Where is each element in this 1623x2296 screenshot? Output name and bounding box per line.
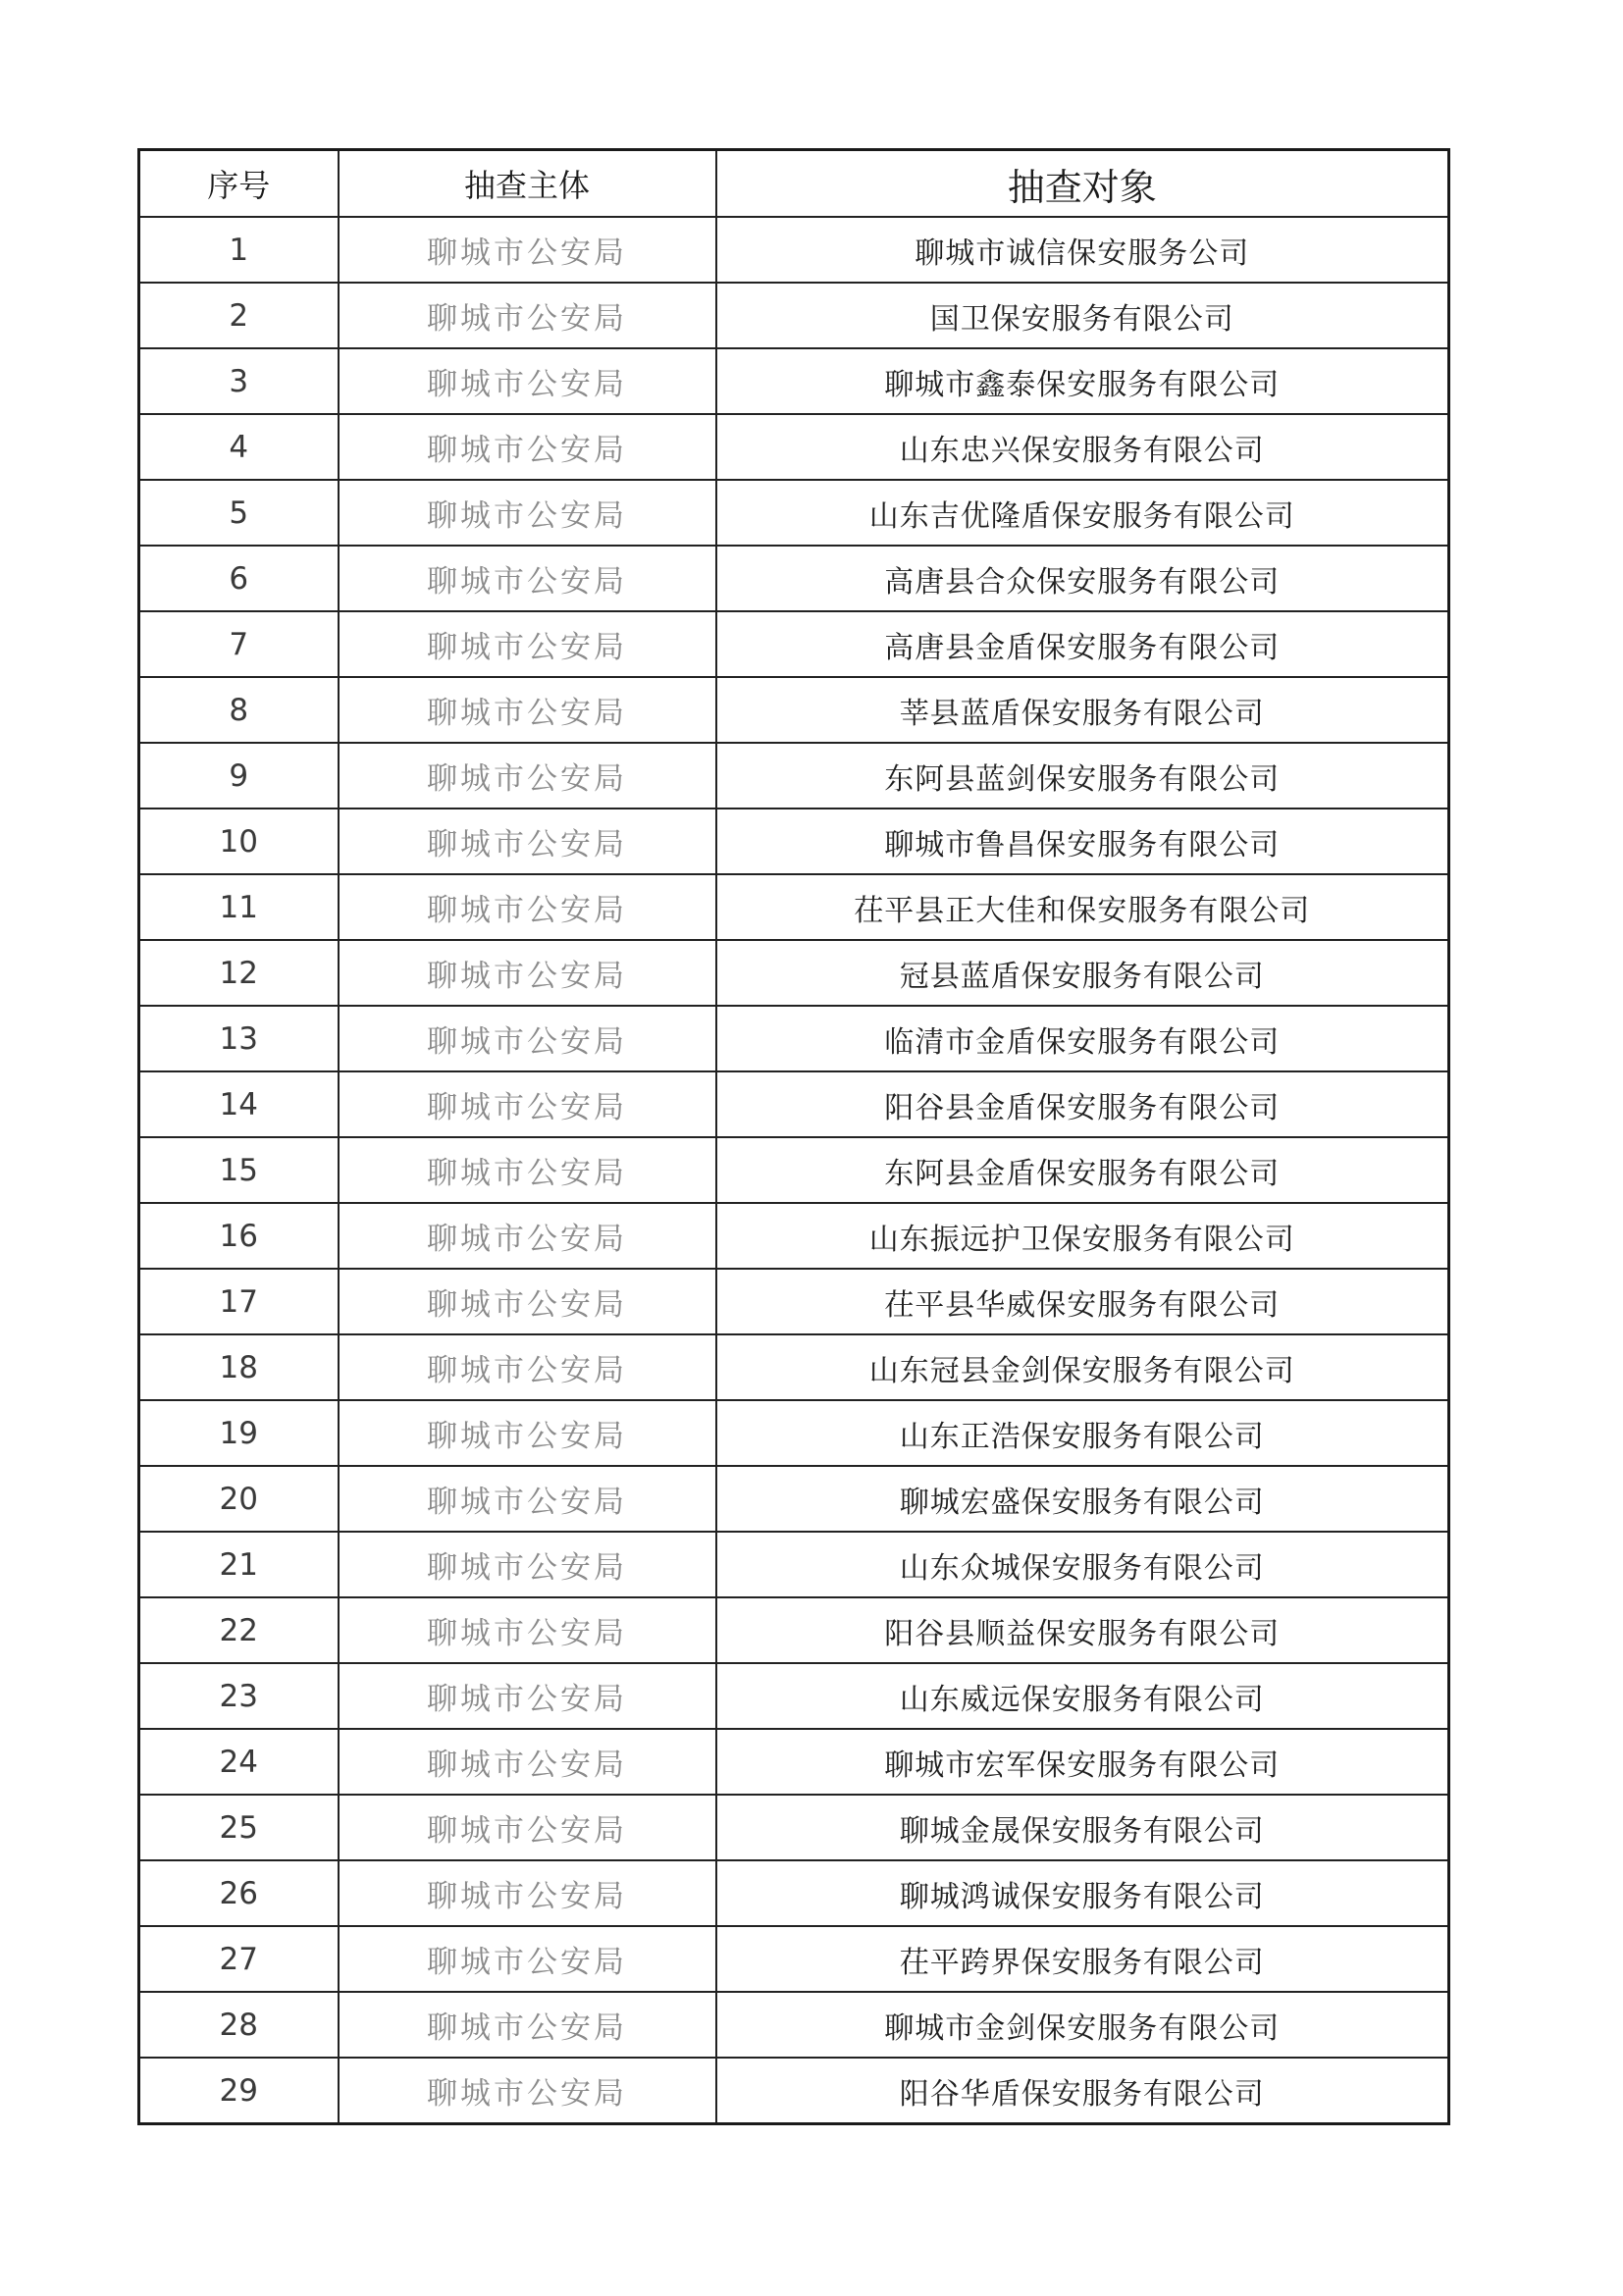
row-index: 2: [139, 283, 339, 348]
row-index: 20: [139, 1466, 339, 1532]
table-row: [139, 874, 1449, 940]
row-subject: 聊城市公安局: [339, 611, 716, 677]
row-index: 10: [139, 809, 339, 874]
row-subject: 聊城市公安局: [339, 1006, 716, 1071]
row-subject: 聊城市公安局: [339, 217, 716, 283]
row-object: 山东振远护卫保安服务有限公司: [716, 1203, 1449, 1269]
table-row: [139, 217, 1449, 283]
table-row: [139, 677, 1449, 743]
row-object: 阳谷县金盾保安服务有限公司: [716, 1071, 1449, 1137]
header-subject: 抽查主体: [339, 150, 716, 218]
row-subject: 聊城市公安局: [339, 1663, 716, 1729]
row-index: 1: [139, 217, 339, 283]
row-subject: 聊城市公安局: [339, 1729, 716, 1795]
row-index: 13: [139, 1006, 339, 1071]
row-subject: 聊城市公安局: [339, 2058, 716, 2124]
table-row: [139, 283, 1449, 348]
table-row: [139, 1006, 1449, 1071]
row-subject: 聊城市公安局: [339, 809, 716, 874]
row-index: 29: [139, 2058, 339, 2124]
row-object: 茌平县华威保安服务有限公司: [716, 1269, 1449, 1334]
row-index: 24: [139, 1729, 339, 1795]
table-row: [139, 1071, 1449, 1137]
row-object: 聊城金晟保安服务有限公司: [716, 1795, 1449, 1860]
row-object: 高唐县合众保安服务有限公司: [716, 546, 1449, 611]
row-subject: 聊城市公安局: [339, 1860, 716, 1926]
table-row: [139, 809, 1449, 874]
row-subject: 聊城市公安局: [339, 1137, 716, 1203]
row-index: 26: [139, 1860, 339, 1926]
table-row: [139, 743, 1449, 809]
table-row: [139, 611, 1449, 677]
table-row: [139, 1926, 1449, 1992]
table-row: [139, 546, 1449, 611]
header-index: 序号: [139, 150, 339, 218]
row-object: 聊城市宏军保安服务有限公司: [716, 1729, 1449, 1795]
row-subject: 聊城市公安局: [339, 874, 716, 940]
row-object: 东阿县金盾保安服务有限公司: [716, 1137, 1449, 1203]
row-index: 21: [139, 1532, 339, 1597]
row-index: 27: [139, 1926, 339, 1992]
row-subject: 聊城市公安局: [339, 480, 716, 546]
table-body: [139, 217, 1449, 2124]
row-object: 冠县蓝盾保安服务有限公司: [716, 940, 1449, 1006]
row-object: 茌平县正大佳和保安服务有限公司: [716, 874, 1449, 940]
row-object: 聊城市诚信保安服务公司: [716, 217, 1449, 283]
table-row: [139, 1663, 1449, 1729]
row-object: 山东吉优隆盾保安服务有限公司: [716, 480, 1449, 546]
row-index: 3: [139, 348, 339, 414]
row-subject: 聊城市公安局: [339, 1597, 716, 1663]
row-object: 临清市金盾保安服务有限公司: [716, 1006, 1449, 1071]
row-subject: 聊城市公安局: [339, 283, 716, 348]
row-subject: 聊城市公安局: [339, 1071, 716, 1137]
row-object: 莘县蓝盾保安服务有限公司: [716, 677, 1449, 743]
table-row: [139, 1137, 1449, 1203]
row-object: 聊城市金剑保安服务有限公司: [716, 1992, 1449, 2058]
row-subject: 聊城市公安局: [339, 743, 716, 809]
row-index: 15: [139, 1137, 339, 1203]
row-index: 6: [139, 546, 339, 611]
row-subject: 聊城市公安局: [339, 1795, 716, 1860]
row-index: 11: [139, 874, 339, 940]
row-object: 茌平跨界保安服务有限公司: [716, 1926, 1449, 1992]
table-row: [139, 1597, 1449, 1663]
row-index: 9: [139, 743, 339, 809]
row-object: 阳谷县顺益保安服务有限公司: [716, 1597, 1449, 1663]
row-index: 17: [139, 1269, 339, 1334]
row-index: 7: [139, 611, 339, 677]
table-row: [139, 1532, 1449, 1597]
row-subject: 聊城市公安局: [339, 1269, 716, 1334]
row-index: 16: [139, 1203, 339, 1269]
table-row: [139, 2058, 1449, 2124]
table-header-row: [139, 150, 1449, 218]
row-index: 5: [139, 480, 339, 546]
row-object: 聊城宏盛保安服务有限公司: [716, 1466, 1449, 1532]
table-row: [139, 940, 1449, 1006]
row-index: 12: [139, 940, 339, 1006]
row-subject: 聊城市公安局: [339, 546, 716, 611]
table-row: [139, 480, 1449, 546]
row-object: 山东忠兴保安服务有限公司: [716, 414, 1449, 480]
row-object: 阳谷华盾保安服务有限公司: [716, 2058, 1449, 2124]
row-object: 聊城市鲁昌保安服务有限公司: [716, 809, 1449, 874]
header-object: 抽查对象: [716, 150, 1449, 218]
table-row: [139, 1729, 1449, 1795]
table-row: [139, 348, 1449, 414]
row-object: 东阿县蓝剑保安服务有限公司: [716, 743, 1449, 809]
row-index: 25: [139, 1795, 339, 1860]
row-subject: 聊城市公安局: [339, 1203, 716, 1269]
row-subject: 聊城市公安局: [339, 1926, 716, 1992]
row-index: 18: [139, 1334, 339, 1400]
row-object: 山东正浩保安服务有限公司: [716, 1400, 1449, 1466]
row-index: 23: [139, 1663, 339, 1729]
row-index: 8: [139, 677, 339, 743]
row-object: 山东冠县金剑保安服务有限公司: [716, 1334, 1449, 1400]
inspection-table-container: [137, 148, 1447, 2125]
row-index: 28: [139, 1992, 339, 2058]
table-row: [139, 1860, 1449, 1926]
row-subject: 聊城市公安局: [339, 940, 716, 1006]
table-row: [139, 1400, 1449, 1466]
table-row: [139, 1334, 1449, 1400]
row-index: 14: [139, 1071, 339, 1137]
row-object: 聊城市鑫泰保安服务有限公司: [716, 348, 1449, 414]
row-subject: 聊城市公安局: [339, 1400, 716, 1466]
table-row: [139, 1795, 1449, 1860]
row-index: 4: [139, 414, 339, 480]
table-row: [139, 414, 1449, 480]
inspection-table: [137, 148, 1450, 2125]
table-row: [139, 1992, 1449, 2058]
row-subject: 聊城市公安局: [339, 414, 716, 480]
row-subject: 聊城市公安局: [339, 1466, 716, 1532]
row-subject: 聊城市公安局: [339, 677, 716, 743]
table-row: [139, 1269, 1449, 1334]
row-object: 高唐县金盾保安服务有限公司: [716, 611, 1449, 677]
row-object: 聊城鸿诚保安服务有限公司: [716, 1860, 1449, 1926]
row-object: 山东众城保安服务有限公司: [716, 1532, 1449, 1597]
table-row: [139, 1466, 1449, 1532]
row-index: 19: [139, 1400, 339, 1466]
table-row: [139, 1203, 1449, 1269]
row-index: 22: [139, 1597, 339, 1663]
row-object: 山东威远保安服务有限公司: [716, 1663, 1449, 1729]
row-subject: 聊城市公安局: [339, 1992, 716, 2058]
row-subject: 聊城市公安局: [339, 348, 716, 414]
row-object: 国卫保安服务有限公司: [716, 283, 1449, 348]
row-subject: 聊城市公安局: [339, 1334, 716, 1400]
row-subject: 聊城市公安局: [339, 1532, 716, 1597]
